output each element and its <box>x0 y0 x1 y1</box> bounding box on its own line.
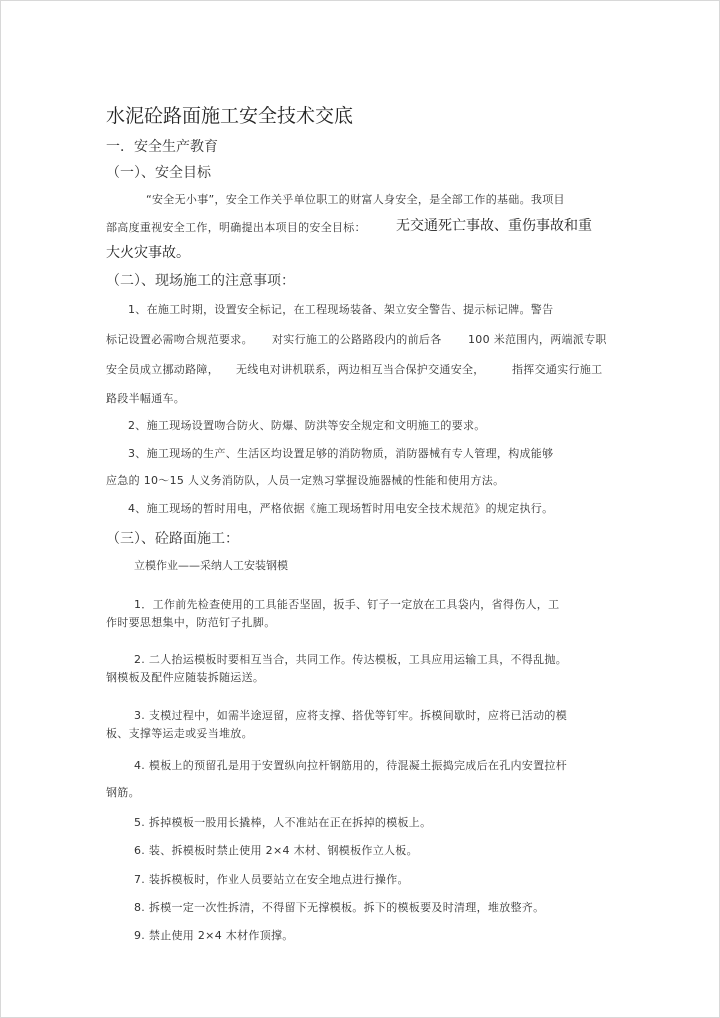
formwork-item-1-line: 作时要思想集中，防范钉子扎脚。 <box>106 616 276 629</box>
formwork-item-5: 5. 拆掉模板一股用长撬棒，人不准站在正在拆掉的模板上。 <box>134 816 432 829</box>
note-2: 2、施工现场设置吻合防火、防爆、防洪等安全规定和文明施工的要求。 <box>128 419 486 432</box>
note-1-line: 对实行施工的公路路段内的前后各 <box>272 333 442 346</box>
formwork-item-4-line: 钢筋。 <box>106 786 140 799</box>
note-1-line: 1、在施工时期，设置安全标记，在工程现场装备、架立安全警告、提示标记牌。警告 <box>128 303 554 316</box>
formwork-item-9: 9. 禁止使用 2×4 木材作顶撑。 <box>134 929 294 942</box>
document-title: 水泥砼路面施工安全技术交底 <box>106 105 354 127</box>
safety-goal-highlight-end: 大火灾事故。 <box>106 245 190 261</box>
note-3-line: 3、施工现场的生产、生活区均设置足够的消防物质，消防器械有专人管理，构成能够 <box>128 447 554 460</box>
safety-goal-highlight: 无交通死亡事故、重伤事故和重 <box>396 218 592 234</box>
note-1-line: 安全员成立挪动路障， <box>106 363 219 376</box>
note-1-line: 100 米范围内，两端派专职 <box>468 333 607 346</box>
formwork-item-4-line: 4. 模板上的预留孔是用于安置纵向拉杆钢筋用的，待混凝土振捣完成后在孔内安置拉杆 <box>134 759 567 772</box>
section-heading-safety-education: 一．安全生产教育 <box>106 139 218 155</box>
formwork-item-2-line: 钢模板及配件应随装拆随运送。 <box>106 671 265 684</box>
note-1-line: 路段半幅通车。 <box>106 392 186 405</box>
note-3-line: 应急的 10～15 人义务消防队，人员一定熟习掌握设施器械的性能和使用方法。 <box>106 474 505 487</box>
formwork-item-3-line: 3. 支模过程中，如需半途逗留，应将支撑、搭优等钉牢。拆模间歇时，应将已活动的模 <box>134 709 567 722</box>
formwork-item-8: 8. 拆模一定一次性拆清，不得留下无撑模板。拆下的模板要及时清理，堆放整齐。 <box>134 901 545 914</box>
paragraph-line: “安全无小事”，安全工作关乎单位职工的财富人身安全，是全部工作的基础。我项目 <box>146 193 565 206</box>
note-4: 4、施工现场的暂时用电，严格依据《施工现场暂时用电安全技术规范》的规定执行。 <box>128 502 554 515</box>
formwork-item-3-line: 板、支撑等运走或妥当堆放。 <box>106 727 253 740</box>
subsection-heading-safety-goal: （一）、安全目标 <box>106 165 211 181</box>
subsection-heading-site-notes: （二）、现场施工的注意事项： <box>106 273 295 289</box>
formwork-item-2-line: 2. 二人抬运模板时要相互当合，共同工作。传达模板，工具应用运输工具，不得乱抛。 <box>134 653 567 666</box>
formwork-item-6: 6. 装、拆模板时禁止使用 2×4 木材、钢模板作立人板。 <box>134 844 418 857</box>
formwork-item-1-line: 1．工作前先检查使用的工具能否坚固，扳手、钉子一定放在工具袋内，省得伤人，工 <box>134 598 560 611</box>
note-1-line: 标记设置必需吻合规范要求。 <box>106 333 253 346</box>
note-1-line: 无线电对讲机联系，两边相互当合保护交通安全， <box>236 363 485 376</box>
formwork-heading: 立模作业——采纳人工安装钢模 <box>134 559 288 572</box>
formwork-item-7: 7. 装拆模板时，作业人员要站立在安全地点进行操作。 <box>134 873 409 886</box>
note-1-line: 指挥交通实行施工 <box>512 363 603 376</box>
paragraph-line: 部高度重视安全工作，明确提出本项目的安全目标： <box>106 221 366 234</box>
subsection-heading-concrete-pavement: （三）、砼路面施工： <box>106 531 239 547</box>
